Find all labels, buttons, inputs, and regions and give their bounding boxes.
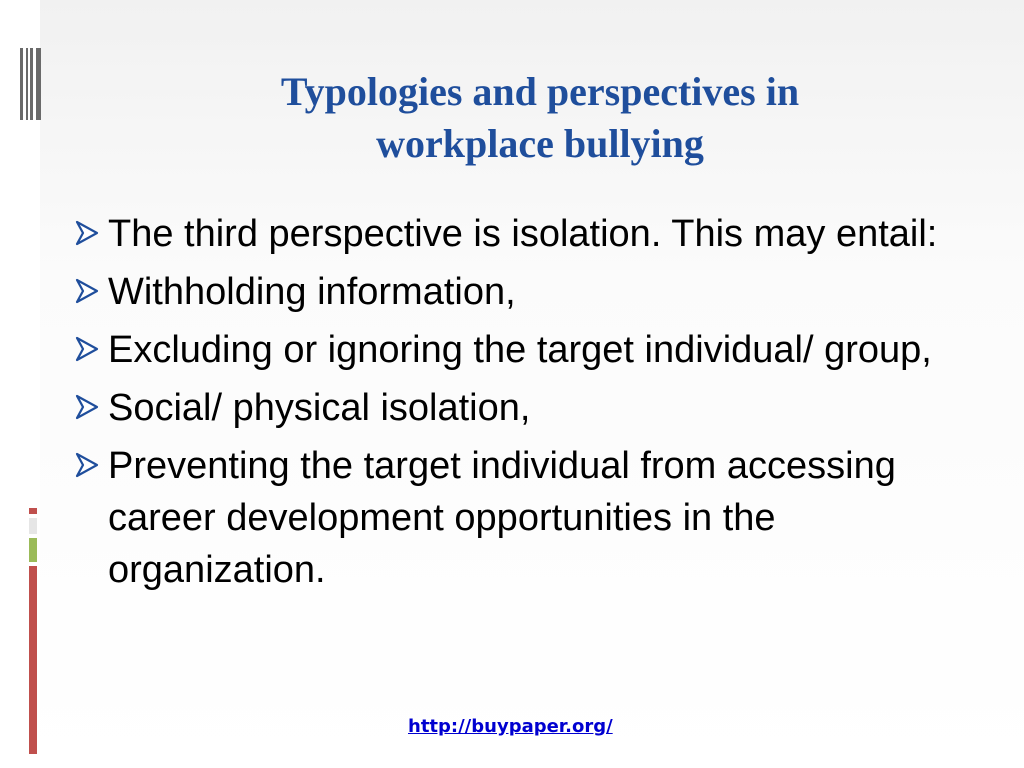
arrow-bullet-icon bbox=[74, 220, 100, 246]
bullet-text: The third perspective is isolation. This may entail: bbox=[108, 213, 938, 255]
arrow-bullet-icon bbox=[74, 394, 100, 420]
bullet-item bbox=[74, 266, 964, 318]
bullet-text: Excluding or ignoring the target individual/ group, bbox=[108, 329, 932, 371]
bullet-list bbox=[74, 208, 964, 602]
arrow-bullet-icon bbox=[74, 452, 100, 478]
bullet-item bbox=[74, 382, 964, 434]
title-line-2: workplace bullying bbox=[376, 121, 704, 166]
stripe-decoration bbox=[20, 48, 42, 120]
bullet-text: Withholding information, bbox=[108, 271, 516, 313]
bullet-item bbox=[74, 440, 964, 596]
footer-link[interactable]: http://buypaper.org/ bbox=[408, 716, 613, 737]
bullet-item bbox=[74, 324, 964, 376]
arrow-bullet-icon bbox=[74, 336, 100, 362]
bullet-text: Preventing the target individual from accessing career development opportunities in the organization. bbox=[108, 445, 896, 591]
slide-title bbox=[120, 66, 960, 170]
bullet-item bbox=[74, 208, 964, 260]
bullet-text: Social/ physical isolation, bbox=[108, 387, 531, 429]
title-line-1: Typologies and perspectives in bbox=[280, 69, 800, 114]
arrow-bullet-icon bbox=[74, 278, 100, 304]
